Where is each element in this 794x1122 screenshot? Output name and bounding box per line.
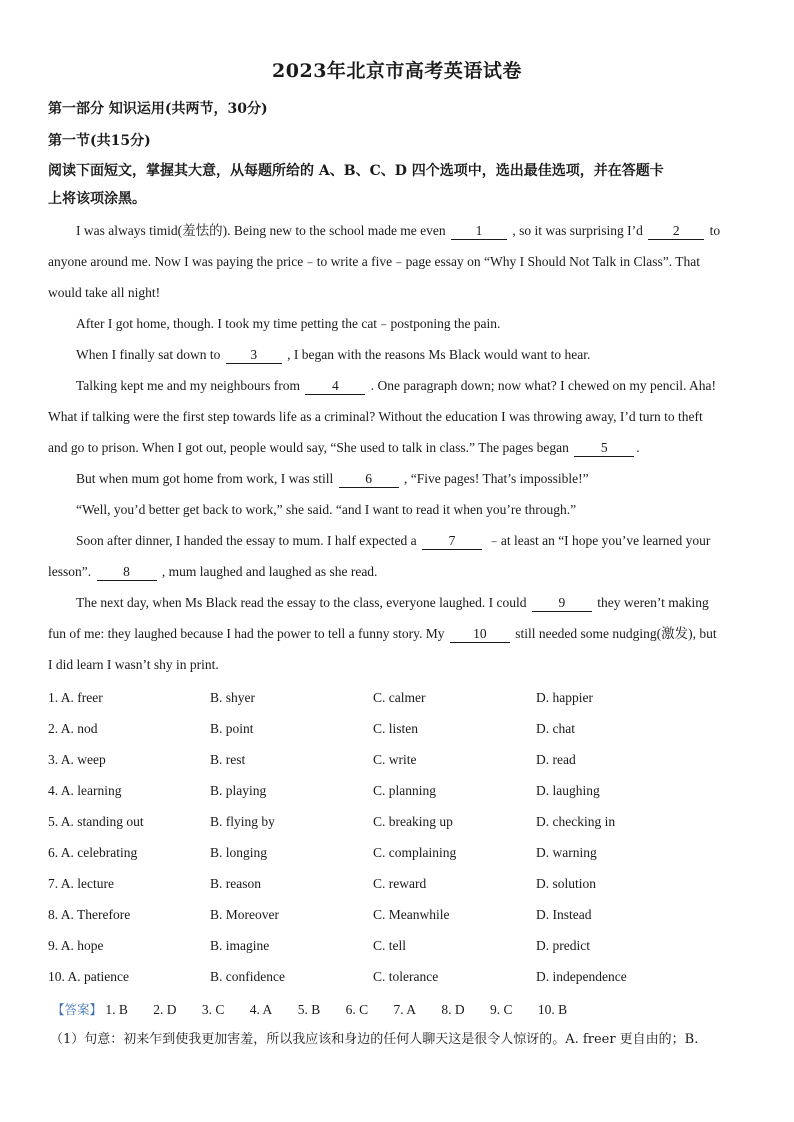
passage-line: What if talking were the first step towards life as a criminal? Without the education I was throwing away, I’d turn to theft <box>48 409 703 424</box>
option-c: C. tell <box>373 938 406 953</box>
question-row <box>48 930 748 961</box>
answer-key <box>52 998 589 1022</box>
option-d: D. chat <box>536 721 575 736</box>
option-b: B. flying by <box>210 814 275 829</box>
passage-line: anyone around me. Now I was paying the price﹣to write a five﹣page essay on “Why I Should Not Talk in Class”. That <box>48 254 701 269</box>
option-c: C. reward <box>373 876 427 891</box>
option-b: B. confidence <box>210 969 285 984</box>
blank-3: 3 <box>226 347 282 364</box>
passage-line: fun of me: they laughed because I had the power to tell a funny story. My 10 still needed some nudging(激发), but <box>48 626 717 641</box>
option-c: C. breaking up <box>373 814 453 829</box>
answer-item: 10. B <box>537 1002 568 1017</box>
option-a: 10. A. patience <box>48 969 129 984</box>
option-a: 3. A. weep <box>48 752 106 767</box>
passage-line: “Well, you’d better get back to work,” she said. “and I want to read it when you’re through.” <box>76 502 577 517</box>
option-d: D. Instead <box>536 907 592 922</box>
question-row <box>48 744 748 775</box>
blank-7: 7 <box>422 533 482 550</box>
question-row <box>48 837 748 868</box>
option-d: D. warning <box>536 845 597 860</box>
option-d: D. checking in <box>536 814 616 829</box>
option-a: 9. A. hope <box>48 938 104 953</box>
answer-item: 6. C <box>345 1002 369 1017</box>
option-b: B. rest <box>210 752 246 767</box>
blank-5: 5 <box>574 440 634 457</box>
question-row <box>48 868 748 899</box>
option-d: D. laughing <box>536 783 600 798</box>
instructions-line-2: 上将该项涂黑。 <box>48 191 146 207</box>
passage-line: would take all night! <box>48 285 161 300</box>
answer-item: 2. D <box>153 1002 177 1017</box>
option-b: B. reason <box>210 876 261 891</box>
option-b: B. imagine <box>210 938 270 953</box>
question-row <box>48 806 748 837</box>
answer-item: 9. C <box>489 1002 513 1017</box>
option-d: D. independence <box>536 969 627 984</box>
blank-6: 6 <box>339 471 399 488</box>
answer-tag: 【答案】 <box>52 1002 103 1017</box>
answer-item: 5. B <box>297 1002 321 1017</box>
question-row <box>48 775 748 806</box>
passage-line: and go to prison. When I got out, people would say, “She used to talk in class.” The pages began 5 . <box>48 440 640 455</box>
page-title: 2023年北京市高考英语试卷 <box>272 60 522 82</box>
option-d: D. predict <box>536 938 590 953</box>
passage-line: After I got home, though. I took my time petting the cat﹣postponing the pain. <box>76 316 501 331</box>
option-a: 4. A. learning <box>48 783 122 798</box>
instructions-line-1: 阅读下面短文，掌握其大意，从每题所给的 A、B、C、D 四个选项中，选出最佳选项，并在答题卡 <box>48 163 664 179</box>
option-b: B. longing <box>210 845 268 860</box>
question-row <box>48 682 748 713</box>
option-c: C. listen <box>373 721 419 736</box>
question-row <box>48 713 748 744</box>
explanation-text: （1）句意：初来乍到使我更加害羞，所以我应该和身边的任何人聊天这是很令人惊讶的。A. freer 更自由的；B. <box>50 1032 699 1047</box>
option-d: D. solution <box>536 876 597 891</box>
option-b: B. shyer <box>210 690 255 705</box>
option-b: B. point <box>210 721 254 736</box>
passage-line: Talking kept me and my neighbours from 4 . One paragraph down; now what? I chewed on my pencil. Aha! <box>76 378 717 393</box>
section-heading: 第一节(共15分) <box>48 133 151 149</box>
option-c: C. write <box>373 752 417 767</box>
passage-line: lesson”. 8 , mum laughed and laughed as she read. <box>48 564 378 579</box>
passage-line: I was always timid(羞怯的). Being new to the school made me even 1 , so it was surprising I’d 2 to <box>76 223 721 238</box>
question-row <box>48 899 748 930</box>
blank-8: 8 <box>97 564 157 581</box>
option-a: 5. A. standing out <box>48 814 144 829</box>
blank-10: 10 <box>450 626 510 643</box>
option-c: C. calmer <box>373 690 426 705</box>
blank-9: 9 <box>532 595 592 612</box>
option-b: B. Moreover <box>210 907 279 922</box>
option-a: 7. A. lecture <box>48 876 114 891</box>
answer-item: 8. D <box>441 1002 465 1017</box>
answer-item: 4. A <box>249 1002 273 1017</box>
option-a: 1. A. freer <box>48 690 103 705</box>
option-a: 6. A. celebrating <box>48 845 138 860</box>
passage-line: I did learn I wasn’t shy in print. <box>48 657 219 672</box>
passage-line: But when mum got home from work, I was still 6 , “Five pages! That’s impossible!” <box>76 471 589 486</box>
option-c: C. complaining <box>373 845 457 860</box>
answer-item: 3. C <box>201 1002 225 1017</box>
blank-4: 4 <box>305 378 365 395</box>
option-b: B. playing <box>210 783 267 798</box>
passage-line: When I finally sat down to 3 , I began with the reasons Ms Black would want to hear. <box>76 347 591 362</box>
option-c: C. tolerance <box>373 969 439 984</box>
blank-2: 2 <box>648 223 704 240</box>
option-d: D. happier <box>536 690 593 705</box>
question-row <box>48 961 748 992</box>
passage-line: The next day, when Ms Black read the essay to the class, everyone laughed. I could 9 they weren’t making <box>76 595 709 610</box>
part-heading: 第一部分 知识运用(共两节，30分) <box>48 101 268 117</box>
option-c: C. planning <box>373 783 436 798</box>
passage-line: Soon after dinner, I handed the essay to mum. I half expected a 7 ﹣at least an “I hope you’ve learned your <box>76 533 711 548</box>
option-a: 2. A. nod <box>48 721 98 736</box>
answer-item: 1. B <box>105 1002 128 1017</box>
option-d: D. read <box>536 752 576 767</box>
blank-1: 1 <box>451 223 507 240</box>
option-c: C. Meanwhile <box>373 907 450 922</box>
option-a: 8. A. Therefore <box>48 907 131 922</box>
answer-item: 7. A <box>393 1002 416 1017</box>
